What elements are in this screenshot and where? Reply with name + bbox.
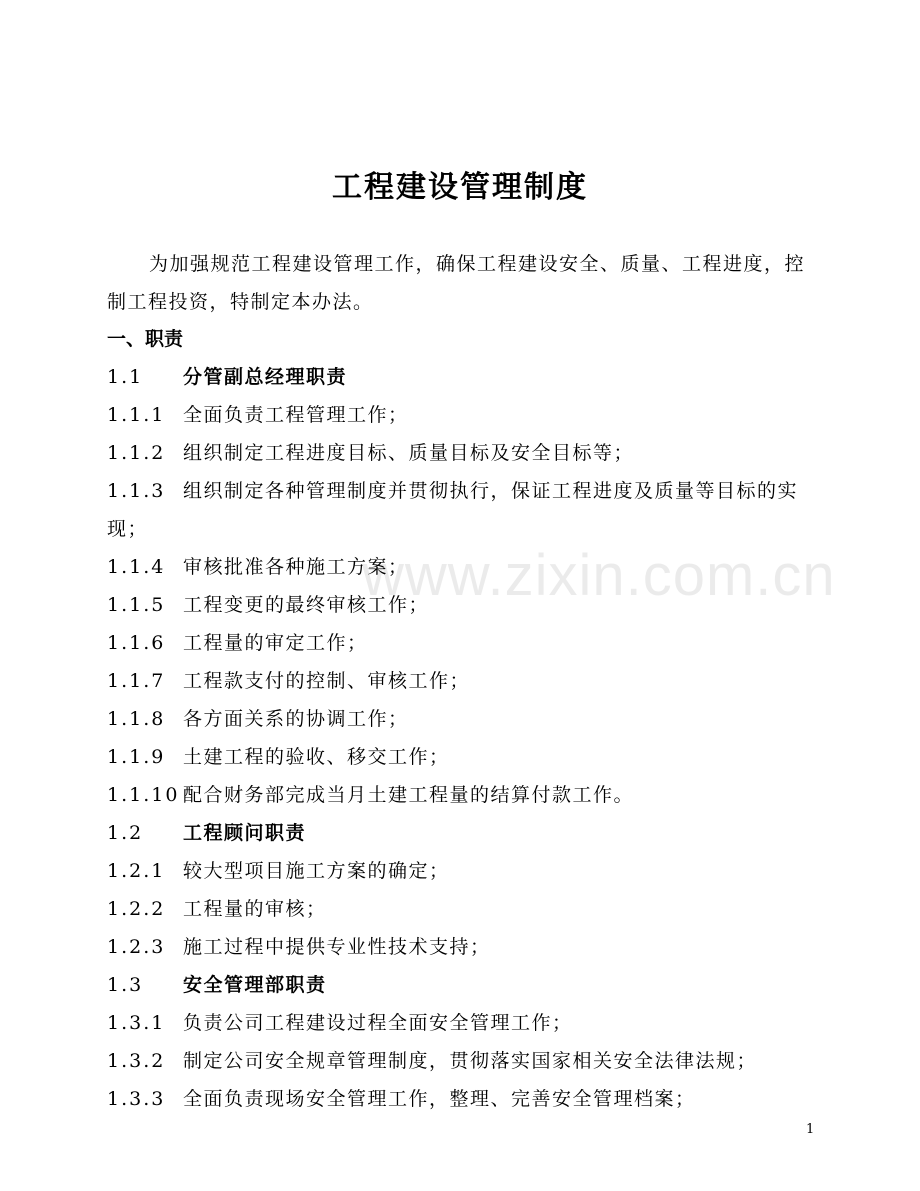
clause-1-2 (107, 814, 822, 852)
clause-1-1-9 (107, 738, 822, 776)
clause-text: 工程款支付的控制、审核工作； (183, 670, 471, 692)
clause-1-3-2 (107, 1042, 822, 1080)
clause-1-3-1 (107, 1004, 822, 1042)
clause-number: 1.2.2 (107, 898, 166, 920)
clause-number: 1.3.3 (107, 1088, 166, 1110)
clause-number: 1.2.3 (107, 936, 166, 958)
clause-number: 1.1.8 (107, 708, 166, 730)
clause-text: 施工过程中提供专业性技术支持； (183, 936, 491, 958)
clause-text: 审核批准各种施工方案； (183, 556, 409, 578)
clause-number: 1.1.4 (107, 556, 166, 578)
clause-1-1-10 (107, 776, 822, 814)
clause-number: 1.1.1 (107, 404, 166, 426)
clause-1-1-8 (107, 700, 822, 738)
clause-text: 工程量的审定工作； (183, 632, 368, 654)
clause-number: 1.1.10 (107, 784, 180, 806)
clause-number: 1.1.5 (107, 594, 166, 616)
intro-paragraph: 为加强规范工程建设管理工作，确保工程建设安全、质量、工程进度，控制工程投资，特制定本办法。 (107, 253, 806, 313)
clause-text: 工程量的审核； (183, 898, 327, 920)
clause-1-2-1 (107, 852, 822, 890)
clause-heading: 安全管理部职责 (183, 974, 327, 996)
clause-number: 1.1.7 (107, 670, 166, 692)
clause-1-1 (107, 358, 822, 396)
section-heading: 一、职责 (107, 328, 184, 350)
clause-number: 1.2 (107, 822, 144, 844)
clause-heading: 分管副总经理职责 (183, 366, 348, 388)
clause-number: 1.1.2 (107, 442, 166, 464)
clause-number: 1.3.2 (107, 1050, 166, 1072)
clause-text: 组织制定工程进度目标、质量目标及安全目标等； (183, 442, 635, 464)
clause-1-1-2 (107, 434, 822, 472)
clause-1-1-7 (107, 662, 822, 700)
clause-text: 各方面关系的协调工作； (183, 708, 409, 730)
clause-text: 全面负责工程管理工作； (183, 404, 409, 426)
clause-heading: 工程顾问职责 (183, 822, 307, 844)
clause-1-3-3 (107, 1080, 822, 1118)
clause-number: 1.1.9 (107, 746, 166, 768)
clause-text: 负责公司工程建设过程全面安全管理工作； (183, 1012, 573, 1034)
clause-1-1-3 (107, 472, 822, 548)
clause-text: 制定公司安全规章管理制度，贯彻落实国家相关安全法律法规； (183, 1050, 758, 1072)
clause-number: 1.1.3 (107, 480, 166, 502)
clause-text: 配合财务部完成当月土建工程量的结算付款工作。 (183, 784, 635, 806)
clause-number: 1.3.1 (107, 1012, 166, 1034)
clause-number: 1.1 (107, 366, 144, 388)
clause-number: 1.2.1 (107, 860, 166, 882)
clause-text: 组织制定各种管理制度并贯彻执行，保证工程进度及质量等目标的实现； (107, 480, 799, 540)
clause-1-1-6 (107, 624, 822, 662)
clause-1-1-1 (107, 396, 822, 434)
watermark: www.zixin.com.cn (362, 543, 836, 608)
clause-1-2-2 (107, 890, 822, 928)
clause-text: 土建工程的验收、移交工作； (183, 746, 450, 768)
clause-1-3 (107, 966, 822, 1004)
document-title: 工程建设管理制度 (332, 170, 588, 205)
clause-text: 全面负责现场安全管理工作，整理、完善安全管理档案； (183, 1088, 696, 1110)
clause-text: 工程变更的最终审核工作； (183, 594, 430, 616)
page-number: 1 (806, 1122, 815, 1137)
clause-number: 1.1.6 (107, 632, 166, 654)
clause-number: 1.3 (107, 974, 144, 996)
clause-1-2-3 (107, 928, 822, 966)
clause-text: 较大型项目施工方案的确定； (183, 860, 450, 882)
